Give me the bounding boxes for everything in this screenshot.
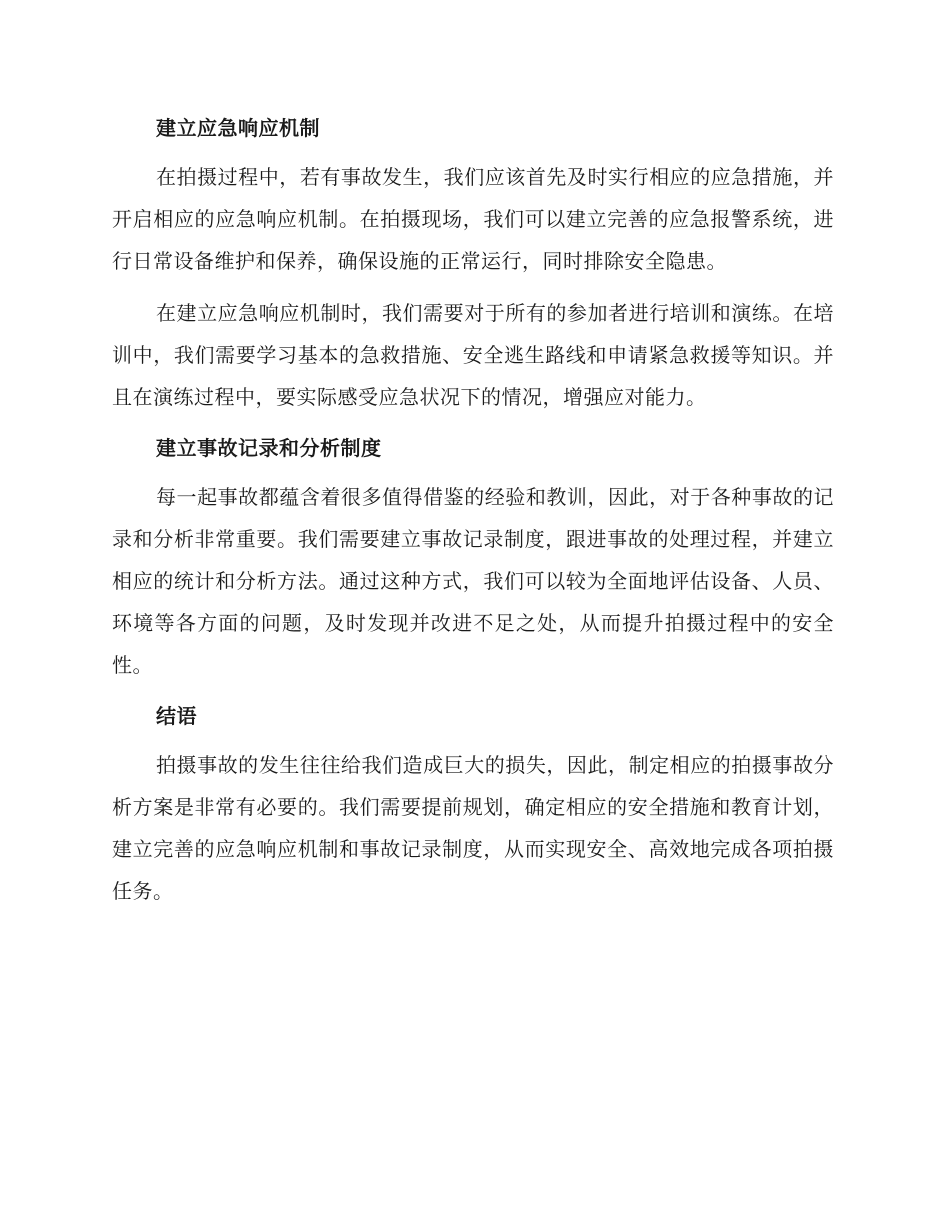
paragraph-conclusion: 拍摄事故的发生往往给我们造成巨大的损失，因此，制定相应的拍摄事故分析方案是非常有必要的。我们需要提前规划，确定相应的安全措施和教育计划，建立完善的应急响应机制和事故记录制度，从而实现安全、高效地完成各项拍摄任务。 <box>112 753 834 903</box>
section-heading-accident-records: 建立事故记录和分析制度 <box>156 436 382 460</box>
document-page <box>112 108 834 922</box>
paragraph-training-drills: 在建立应急响应机制时，我们需要对于所有的参加者进行培训和演练。在培训中，我们需要学习基本的急救措施、安全逃生路线和申请紧急救援等知识。并且在演练过程中，要实际感受应急状况下的情况，增强应对能力。 <box>112 301 834 409</box>
section-heading-conclusion: 结语 <box>156 704 197 728</box>
paragraph-emergency-measures: 在拍摄过程中，若有事故发生，我们应该首先及时实行相应的应急措施，并开启相应的应急响应机制。在拍摄现场，我们可以建立完善的应急报警系统，进行日常设备维护和保养，确保设施的正常运行，同时排除安全隐患。 <box>112 165 834 273</box>
section-heading-emergency-response: 建立应急响应机制 <box>156 116 320 140</box>
paragraph-accident-analysis: 每一起事故都蕴含着很多值得借鉴的经验和教训，因此，对于各种事故的记录和分析非常重要。我们需要建立事故记录制度，跟进事故的处理过程，并建立相应的统计和分析方法。通过这种方式，我们可以较为全面地评估设备、人员、环境等各方面的问题，及时发现并改进不足之处，从而提升拍摄过程中的安全性。 <box>112 485 834 677</box>
